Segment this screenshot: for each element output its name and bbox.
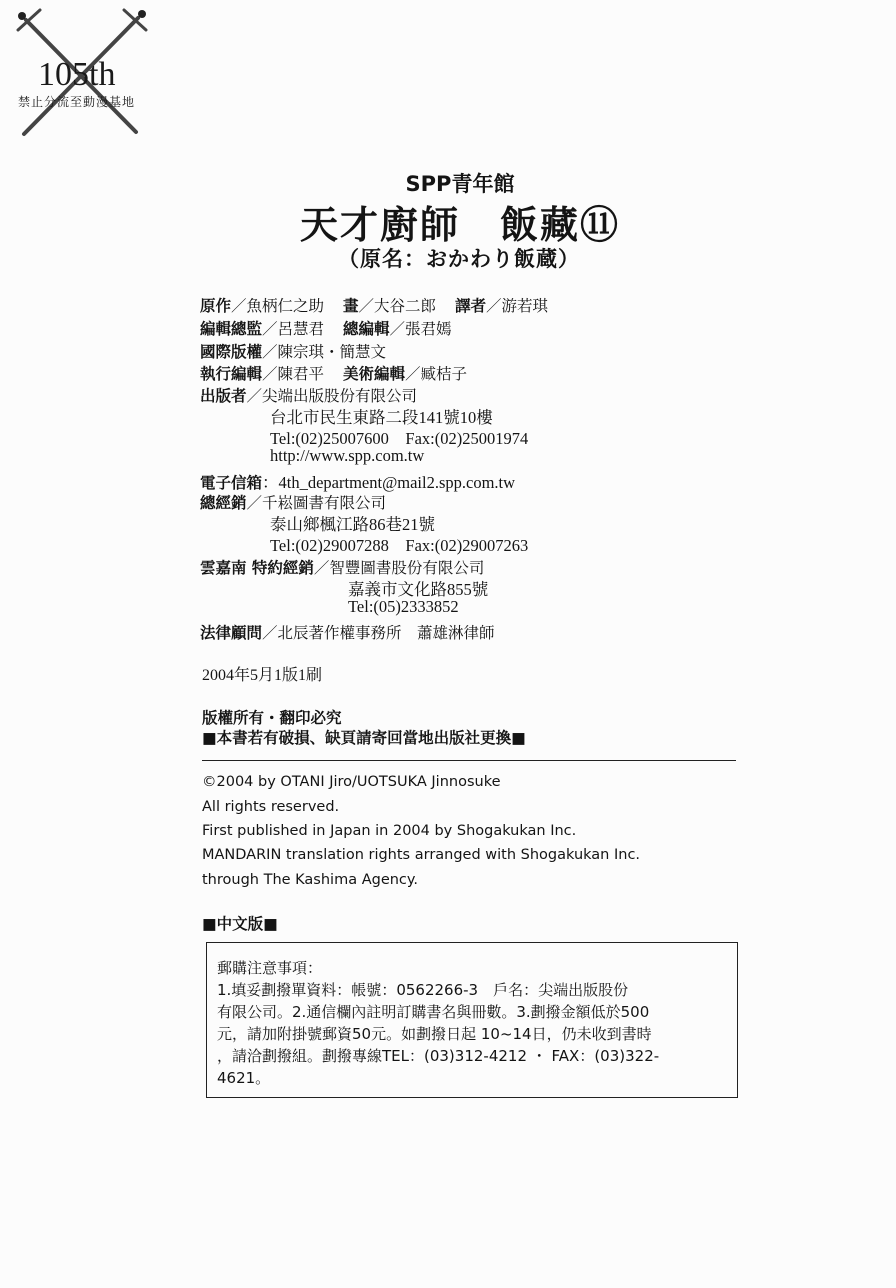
artist-label: 畫 xyxy=(342,297,359,315)
exec-editor-label: 執行編輯 xyxy=(200,365,263,383)
damage-notice: ■本書若有破損、缺頁請寄回當地出版社更換■ xyxy=(202,729,526,747)
original-title: （原名：おかわり飯蔵） xyxy=(338,247,580,271)
intl-rights-value: ／陳宗琪・簡慧文 xyxy=(262,343,387,361)
translation-rights-line: MANDARIN translation rights arranged with Shogakukan Inc. xyxy=(202,847,641,863)
email-value: ：4th_department@mail2.spp.com.tw xyxy=(262,473,516,492)
publisher-label: 出版者 xyxy=(200,387,247,405)
agency-line: through The Kashima Agency. xyxy=(202,872,419,888)
order-notice-line: 元，請加附掛號郵資50元。如劃撥日起 10~14日，仍未收到書時 xyxy=(217,1025,652,1043)
credit-line-intl-rights xyxy=(200,340,386,362)
credit-line-author xyxy=(200,294,548,316)
translator-value: ／游若琪 xyxy=(485,297,548,315)
art-editor-value: ／臧桔子 xyxy=(404,365,467,383)
general-editor-label: 總編輯 xyxy=(342,320,390,338)
order-notice-line: 4621。 xyxy=(217,1069,271,1087)
order-notice-line: 1.填妥劃撥單資料：帳號：0562266-3 戶名：尖端出版股份 xyxy=(217,981,629,999)
publisher-value: ／尖端出版股份有限公司 xyxy=(246,387,418,405)
rights-notice: 版權所有・翻印必究 xyxy=(202,709,342,727)
regional-phone: Tel:(05)2333852 xyxy=(348,597,459,616)
regional-value: ／智豐圖書股份有限公司 xyxy=(313,559,485,577)
artist-value: ／大谷二郎 xyxy=(358,297,436,315)
series-label: SPP青年館 xyxy=(405,172,515,196)
rights-reserved-line: All rights reserved. xyxy=(202,799,340,815)
order-notice-box xyxy=(206,942,738,1098)
legal-label: 法律顧問 xyxy=(200,624,263,642)
credit-line-regional xyxy=(200,556,484,578)
credit-line-editors xyxy=(200,317,452,339)
legal-value: ／北辰著作權事務所 蕭雄淋律師 xyxy=(262,624,495,642)
publisher-phone: Tel:(02)25007600 Fax:(02)25001974 xyxy=(270,429,529,448)
print-date: 2004年5月1版1刷 xyxy=(202,667,323,684)
watermark-number: 105th xyxy=(38,56,116,93)
author-label: 原作 xyxy=(200,297,232,315)
author-value: ／魚柄仁之助 xyxy=(231,297,325,315)
credit-line-email xyxy=(200,469,515,493)
first-published-line: First published in Japan in 2004 by Shogakukan Inc. xyxy=(202,823,577,839)
art-editor-label: 美術編輯 xyxy=(342,365,405,383)
watermark-subtitle: 禁止分流至動漫基地 xyxy=(18,95,136,109)
chief-editor-value: ／呂慧君 xyxy=(262,320,325,338)
divider xyxy=(202,760,736,761)
edition-label: ■中文版■ xyxy=(202,915,278,933)
distributor-label: 總經銷 xyxy=(200,494,247,512)
publisher-website: http://www.spp.com.tw xyxy=(270,446,425,465)
publisher-address: 台北市民生東路二段141號10樓 xyxy=(270,408,493,427)
intl-rights-label: 國際版權 xyxy=(200,343,263,361)
chief-editor-label: 編輯總監 xyxy=(200,320,263,338)
general-editor-value: ／張君嫣 xyxy=(389,320,452,338)
credit-line-publisher xyxy=(200,384,417,406)
copyright-line: ©2004 by OTANI Jiro/UOTSUKA Jinnosuke xyxy=(202,774,501,790)
translator-label: 譯者 xyxy=(454,297,486,315)
credit-line-distributor xyxy=(200,491,386,513)
email-label: 電子信箱 xyxy=(200,474,263,492)
regional-address: 嘉義市文化路855號 xyxy=(348,580,489,599)
order-notice-line: ，請洽劃撥組。劃撥專線TEL：(03)312-4212 ・ FAX：(03)322- xyxy=(217,1047,660,1065)
order-notice-line: 有限公司。2.通信欄內註明訂購書名與冊數。3.劃撥金額低於500 xyxy=(217,1003,650,1021)
distributor-value: ／千崧圖書有限公司 xyxy=(246,494,387,512)
watermark xyxy=(0,0,160,150)
order-notice-heading: 郵購注意事項： xyxy=(217,959,323,977)
credit-line-legal xyxy=(200,621,495,643)
credit-line-exec-editor xyxy=(200,362,467,384)
distributor-phone: Tel:(02)29007288 Fax:(02)29007263 xyxy=(270,536,529,555)
regional-label: 雲嘉南 特約經銷 xyxy=(200,559,314,577)
distributor-address: 泰山鄉楓江路86巷21號 xyxy=(270,515,435,534)
exec-editor-value: ／陳君平 xyxy=(262,365,325,383)
book-title: 天才廚師 飯藏⑪ xyxy=(300,203,621,247)
